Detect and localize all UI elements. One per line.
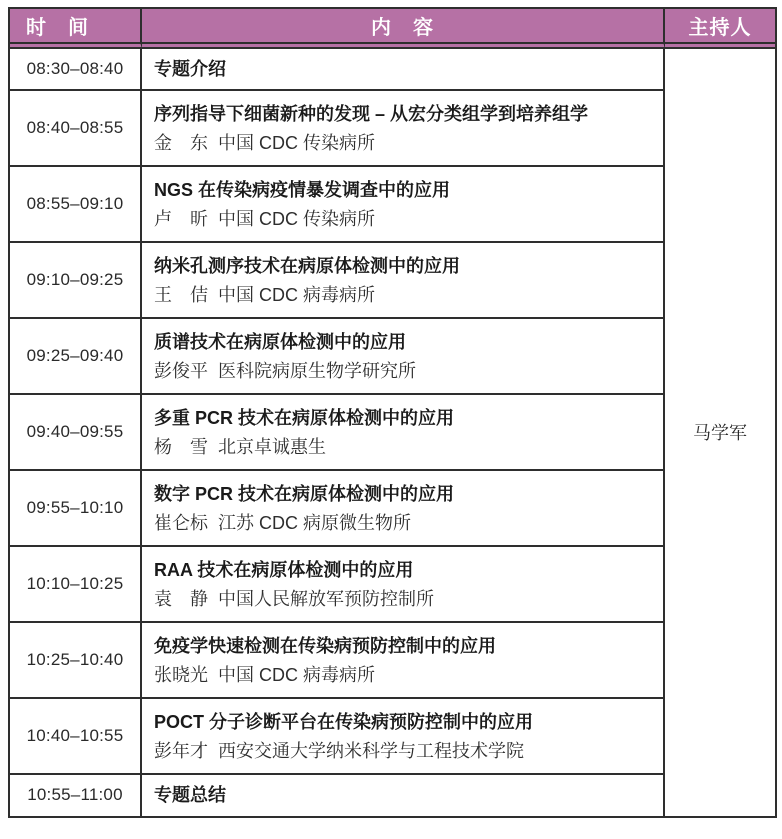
table-row (10, 91, 775, 167)
session-speaker: 彭年才 西安交通大学纳米科学与工程技术学院 (154, 740, 524, 761)
time-cell: 10:40–10:55 (10, 699, 142, 775)
header-row (10, 9, 775, 49)
content-cell (142, 547, 665, 623)
time-cell: 08:30–08:40 (10, 49, 142, 91)
session-speaker: 杨 雪 北京卓诚惠生 (154, 436, 327, 457)
table-row (10, 319, 775, 395)
content-cell (142, 243, 665, 319)
content-cell (142, 167, 665, 243)
session-speaker: 王 佶 中国 CDC 病毒病所 (154, 284, 376, 305)
table-row (10, 49, 775, 91)
content-cell (142, 623, 665, 699)
session-speaker: 金 东 中国 CDC 传染病所 (154, 132, 376, 153)
column-header-time: 时 间 (10, 9, 142, 49)
session-speaker: 袁 静 中国人民解放军预防控制所 (154, 588, 435, 609)
session-title: 免疫学快速检测在传染病预防控制中的应用 (154, 635, 496, 656)
time-cell: 09:40–09:55 (10, 395, 142, 471)
content-cell (142, 699, 665, 775)
content-cell (142, 775, 665, 815)
session-speaker: 卢 昕 中国 CDC 传染病所 (154, 208, 376, 229)
session-title: 专题总结 (154, 785, 226, 806)
time-cell: 08:40–08:55 (10, 91, 142, 167)
time-cell: 10:25–10:40 (10, 623, 142, 699)
time-cell: 10:10–10:25 (10, 547, 142, 623)
time-cell: 09:25–09:40 (10, 319, 142, 395)
table-row (10, 395, 775, 471)
content-cell (142, 395, 665, 471)
time-cell: 08:55–09:10 (10, 167, 142, 243)
session-speaker: 张晓光 中国 CDC 病毒病所 (154, 664, 376, 685)
time-cell: 09:10–09:25 (10, 243, 142, 319)
session-title: 专题介绍 (154, 59, 226, 79)
column-header-host: 主持人 (665, 9, 775, 49)
content-cell (142, 49, 665, 91)
time-cell: 10:55–11:00 (10, 775, 142, 815)
column-header-content: 内 容 (142, 9, 665, 49)
session-title: 质谱技术在病原体检测中的应用 (154, 331, 406, 352)
session-title: 数字 PCR 技术在病原体检测中的应用 (154, 483, 455, 504)
time-cell: 09:55–10:10 (10, 471, 142, 547)
session-title: POCT 分子诊断平台在传染病预防控制中的应用 (154, 711, 534, 732)
table-row (10, 167, 775, 243)
table-body (10, 49, 775, 816)
session-title: NGS 在传染病疫情暴发调查中的应用 (154, 179, 451, 200)
session-speaker: 崔仑标 江苏 CDC 病原微生物所 (154, 512, 411, 533)
table-row (10, 623, 775, 699)
table-row (10, 471, 775, 547)
content-cell (142, 471, 665, 547)
session-title: RAA 技术在病原体检测中的应用 (154, 559, 414, 580)
table-header (10, 9, 775, 49)
schedule-table (8, 7, 777, 818)
content-cell (142, 319, 665, 395)
session-title: 序列指导下细菌新种的发现 – 从宏分类组学到培养组学 (154, 103, 589, 124)
session-speaker: 彭俊平 医科院病原生物学研究所 (154, 360, 417, 381)
session-title: 纳米孔测序技术在病原体检测中的应用 (154, 255, 460, 276)
table-row (10, 775, 775, 815)
session-title: 多重 PCR 技术在病原体检测中的应用 (154, 407, 455, 428)
table-row (10, 243, 775, 319)
content-cell (142, 91, 665, 167)
table-row (10, 547, 775, 623)
host-cell: 马学军 (693, 423, 747, 444)
table-row (10, 699, 775, 775)
